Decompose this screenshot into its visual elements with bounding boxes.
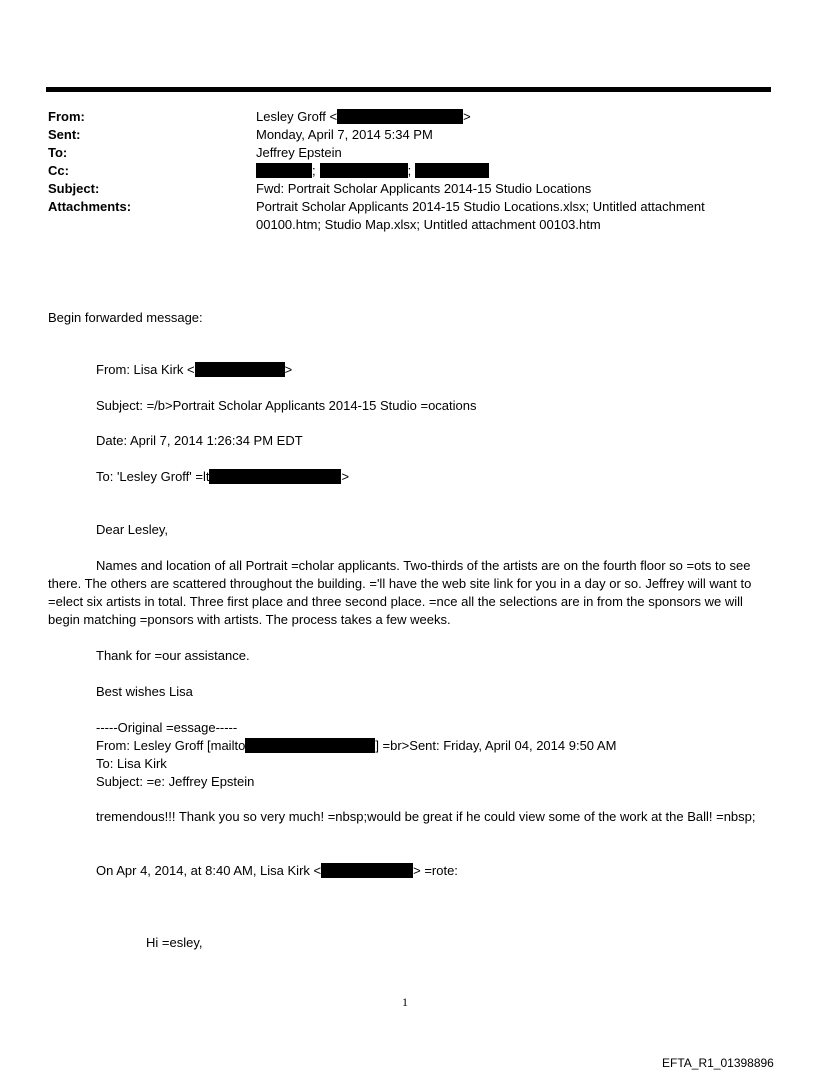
from-bracket: > [463,109,471,124]
hi-line: Hi =esley, [146,935,203,950]
original-to-line: To: Lisa Kirk [96,756,167,771]
on-date-line: On Apr 4, 2014, at 8:40 AM, Lisa Kirk < > =rote: [96,863,458,878]
document-id: EFTA_R1_01398896 [662,1056,774,1070]
page-number: 1 [402,995,408,1009]
begin-forwarded: Begin forwarded message: [48,310,203,325]
redaction-box [195,362,285,377]
fwd-subject-line: Subject: =/b>Portrait Scholar Applicants 2014-15 Studio =ocations [96,398,477,413]
attachments-row [48,198,768,234]
fwd-date-line: Date: April 7, 2014 1:26:34 PM EDT [96,433,303,448]
cc-label: Cc: [48,163,69,178]
original-subject-line: Subject: =e: Jeffrey Epstein [96,774,255,789]
tremendous-paragraph: tremendous!!! Thank you so very much! =nbsp;would be great if he could view some of the work at the Ball! =nbsp; [96,809,756,824]
from-label: From: [48,109,85,124]
redaction-box [337,109,463,124]
cc-row [48,162,768,180]
header-rule [46,87,771,92]
attachments-value-line2: 00100.htm; Studio Map.xlsx; Untitled attachment 00103.htm [256,217,601,232]
sent-value: Monday, April 7, 2014 5:34 PM [256,127,433,142]
greeting: Dear Lesley, [96,522,169,537]
thanks-line: Thank for =our assistance. [96,648,250,663]
redaction-box [256,163,312,178]
cc-separator: ; [312,163,316,178]
original-message-marker: -----Original =essage----- [96,720,238,735]
from-value: Lesley Groff < [256,109,338,124]
redaction-box [209,469,341,484]
from-row [48,108,768,126]
fwd-to-line: To: 'Lesley Groff' =lt > [96,469,350,484]
attachments-value-line1: Portrait Scholar Applicants 2014-15 Studio Locations.xlsx; Untitled attachment [256,199,705,214]
original-from-line: From: Lesley Groff [mailto ] =br>Sent: Friday, April 04, 2014 9:50 AM [96,738,617,753]
redaction-box [245,738,375,753]
to-label: To: [48,145,68,160]
subject-value: Fwd: Portrait Scholar Applicants 2014-15 Studio Locations [256,181,592,196]
wishes-line: Best wishes Lisa [96,684,193,699]
cc-separator: ; [407,163,412,178]
sent-label: Sent: [48,127,81,142]
subject-row [48,180,768,198]
to-row [48,144,768,162]
redaction-box [320,163,408,178]
attachments-label: Attachments: [48,199,132,214]
sent-row [48,126,768,144]
redaction-box [321,863,413,878]
redaction-box [415,163,489,178]
body-paragraph: Names and location of all Portrait =cholar applicants. Two-thirds of the artists are on the fourth floor so =ots to see there. The others are scattered throughout the building. ='ll have the web site link for you in a day or so. Jeffrey will want to =elect six artists in total. Three first place and three second place. =nce all the selections are in from the sponsors we will begin matching =ponsors with artists. The process takes a few weeks. [48,558,752,627]
subject-label: Subject: [48,181,100,196]
email-header [48,108,768,234]
to-value: Jeffrey Epstein [256,145,342,160]
fwd-from-line: From: Lisa Kirk < > [96,362,293,377]
